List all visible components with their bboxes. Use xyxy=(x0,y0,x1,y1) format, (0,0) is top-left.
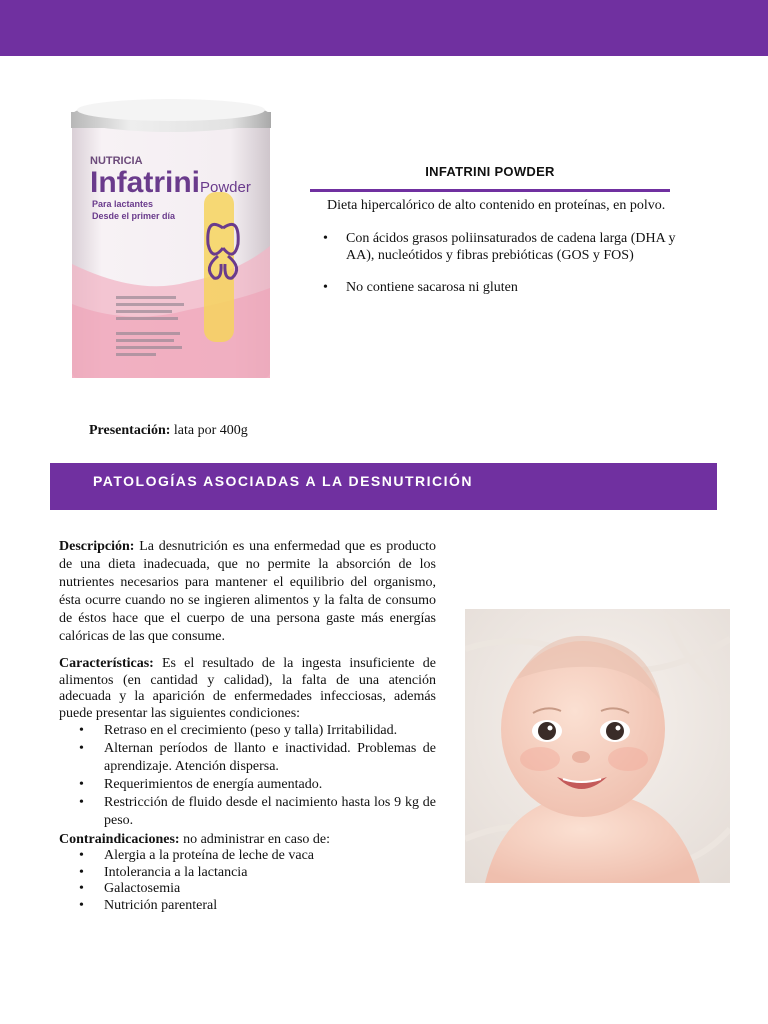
can-subtitle-2: Desde el primer día xyxy=(92,211,176,221)
characteristics-list xyxy=(59,722,436,830)
section-title: PATOLOGÍAS ASOCIADAS A LA DESNUTRICIÓN xyxy=(93,473,474,489)
can-brand: NUTRICIA xyxy=(90,155,143,167)
list-item: • Nutrición parenteral xyxy=(59,898,436,915)
list-item: • Galactosemia xyxy=(59,881,436,898)
product-title: INFATRINI POWDER xyxy=(425,164,555,179)
pathology-text-column xyxy=(59,538,436,914)
product-bullet-list xyxy=(322,230,682,311)
description-paragraph xyxy=(59,538,436,646)
list-item: • Restricción de fluido desde el nacimiento hasta los 9 kg de peso. xyxy=(59,794,436,830)
contraindications-paragraph xyxy=(59,832,436,848)
baby-photo xyxy=(465,609,730,883)
description-label: Descripción: xyxy=(59,539,135,554)
list-item: • Alternan períodos de llanto e inactividad. Problemas de aprendizaje. Atención dispersa. xyxy=(59,740,436,776)
list-item: • Requerimientos de energía aumentado. xyxy=(59,776,436,794)
list-item: • Retraso en el crecimiento (peso y talla) Irritabilidad. xyxy=(59,722,436,740)
characteristics-label: Características: xyxy=(59,656,154,671)
can-name-main: Infatrini xyxy=(90,166,200,199)
contraindications-text: no administrar en caso de: xyxy=(179,832,331,847)
contraindications-label: Contraindicaciones: xyxy=(59,832,180,847)
characteristics-text: Es el resultado de la ingesta insuficiente de alimentos (en cantidad y calidad), la falta de una atención adecuada y la aparición de enfermedades infecciosas, además puede presentar las siguientes condiciones: xyxy=(59,656,436,721)
infatrini-can-image xyxy=(68,96,274,386)
contraindications-list xyxy=(59,848,436,914)
product-bullet-item: • No contiene sacarosa ni gluten xyxy=(322,279,682,296)
header-bar xyxy=(0,0,768,56)
product-description: Dieta hipercalórico de alto contenido en proteínas, en polvo. xyxy=(327,198,666,213)
can-name-sub: Powder xyxy=(200,179,251,196)
characteristics-paragraph xyxy=(59,656,436,722)
presentation-line xyxy=(89,423,248,439)
list-item: • Intolerancia a la lactancia xyxy=(59,865,436,882)
can-subtitle-1: Para lactantes xyxy=(92,199,154,209)
section-header-bar xyxy=(50,463,717,510)
product-bullet-item: • Con ácidos grasos poliinsaturados de cadena larga (DHA y AA), nucleótidos y fibras prebióticas (GOS y FOS) xyxy=(322,230,682,264)
product-title-divider xyxy=(310,189,670,192)
list-item: • Alergia a la proteína de leche de vaca xyxy=(59,848,436,865)
presentation-label: Presentación: xyxy=(89,423,171,438)
presentation-value: lata por 400g xyxy=(170,423,248,438)
description-text: La desnutrición es una enfermedad que es producto de una dieta inadecuada, que no permite la absorción de los nutrientes necesarios para mantener el equilibrio del organismo, ésta ocurre cuando no se ingieren alimentos y la falta de consumo de éstos hace que el cuerpo de una persona gaste más energías calóricas de las que consume. xyxy=(59,539,436,644)
